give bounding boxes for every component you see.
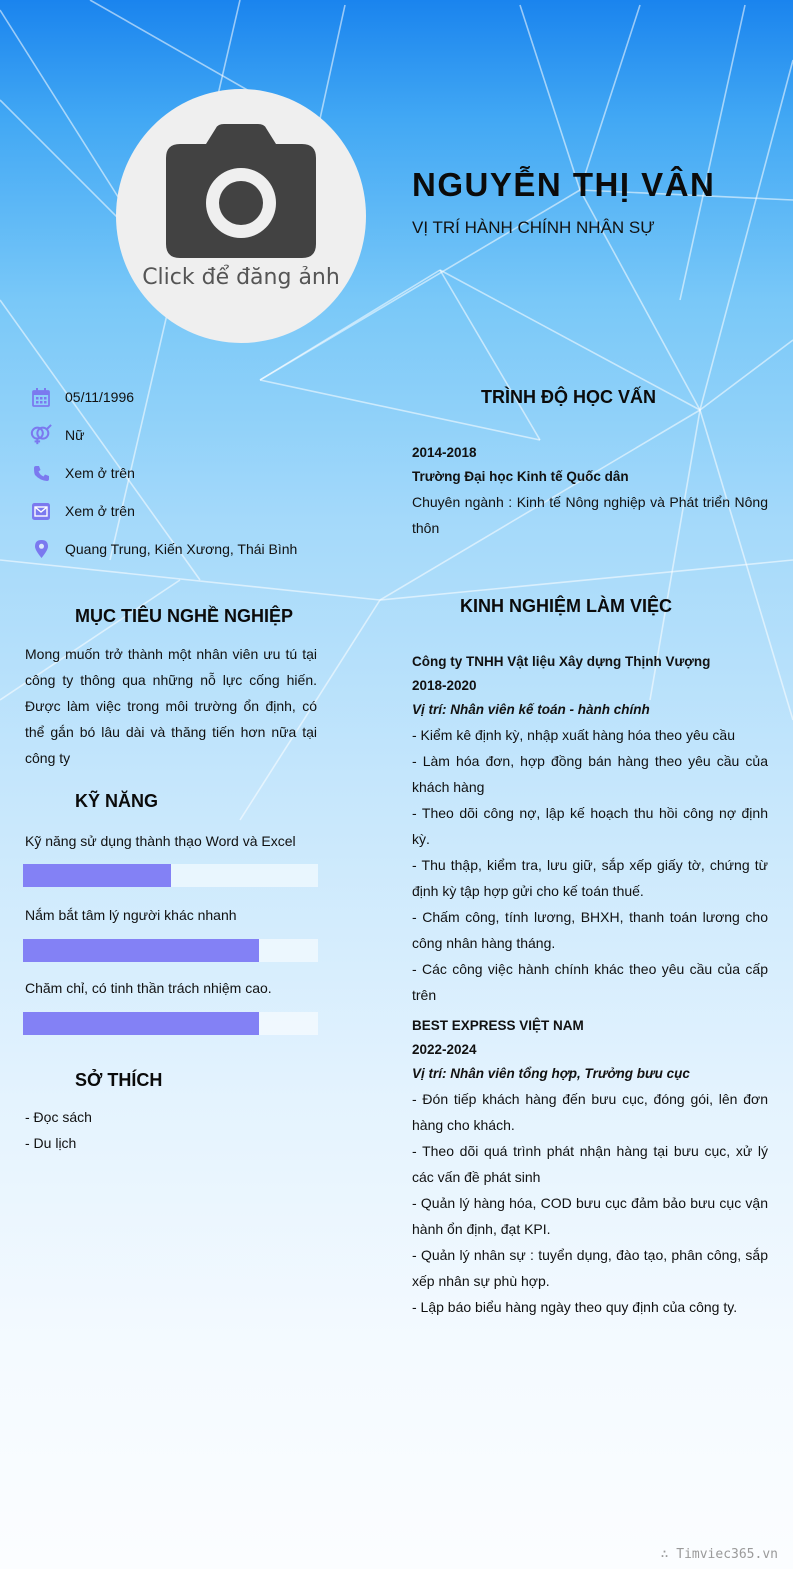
skill-name: Chăm chỉ, có tinh thần trách nhiệm cao. xyxy=(25,980,272,996)
education-school: Trường Đại học Kinh tế Quốc dân xyxy=(412,469,629,484)
education-title: TRÌNH ĐỘ HỌC VẤN xyxy=(481,387,656,407)
desired-position: VỊ TRÍ HÀNH CHÍNH NHÂN SỰ xyxy=(412,218,655,237)
job-duty: - Kiểm kê định kỳ, nhập xuất hàng hóa theo yêu cầu xyxy=(412,727,735,743)
hobby-list xyxy=(25,1104,317,1156)
job-duty: - Theo dõi công nợ, lập kế hoạch thu hồi công nợ định kỳ. xyxy=(412,805,768,847)
contact-phone xyxy=(30,461,135,485)
skill-bar xyxy=(23,939,318,962)
job-duty: - Thu thập, kiểm tra, lưu giữ, sắp xếp giấy tờ, chứng từ định kỳ tập hợp gửi cho kế toán thuế. xyxy=(412,857,768,899)
hobbies-title: SỞ THÍCH xyxy=(75,1070,163,1090)
job-duty: - Chấm công, tính lương, BHXH, thanh toán lương cho công nhân hàng tháng. xyxy=(412,909,768,951)
skills-title: KỸ NĂNG xyxy=(75,791,159,811)
experience-title: KINH NGHIỆM LÀM VIỆC xyxy=(460,596,673,616)
camera-icon xyxy=(164,124,318,260)
phone-value: Xem ở trên xyxy=(65,465,135,481)
objective-title: MỤC TIÊU NGHỀ NGHIỆP xyxy=(75,606,294,626)
email-value: Xem ở trên xyxy=(65,503,135,519)
job-entry xyxy=(412,650,768,1008)
skill-name: Kỹ năng sử dụng thành thạo Word và Excel xyxy=(25,833,296,849)
skill-bar-fill xyxy=(23,1012,259,1035)
phone-icon xyxy=(30,462,52,484)
job-duty: - Đón tiếp khách hàng đến bưu cục, đóng gói, lên đơn hàng cho khách. xyxy=(412,1091,768,1133)
avatar-upload[interactable] xyxy=(116,89,366,343)
gender-value: Nữ xyxy=(65,427,85,443)
birthday-value: 05/11/1996 xyxy=(65,389,135,405)
hobby-item: - Du lịch xyxy=(25,1135,77,1151)
job-company: Công ty TNHH Vật liệu Xây dựng Thịnh Vượng xyxy=(412,654,711,669)
job-company: BEST EXPRESS VIỆT NAM xyxy=(412,1018,584,1033)
address-value: Quang Trung, Kiến Xương, Thái Bình xyxy=(65,541,298,557)
job-duty: - Theo dõi quá trình phát nhận hàng tại bưu cục, xử lý các vấn đề phát sinh xyxy=(412,1143,768,1185)
job-duty: - Quản lý nhân sự : tuyển dụng, đào tạo, phân công, sắp xếp nhân sự phù hợp. xyxy=(412,1247,768,1289)
job-duty: - Làm hóa đơn, hợp đồng bán hàng theo yêu cầu của khách hàng xyxy=(412,753,768,795)
skill-bar xyxy=(23,1012,318,1035)
gender-icon xyxy=(30,424,52,446)
job-period: 2018-2020 xyxy=(412,678,477,693)
watermark: ∴ Timviec365.vn xyxy=(660,1547,778,1562)
education-major: Chuyên ngành : Kinh tế Nông nghiệp và Phát triển Nông thôn xyxy=(412,494,768,536)
skill-bar-fill xyxy=(23,939,259,962)
contact-email xyxy=(30,499,135,523)
mail-icon xyxy=(30,500,52,522)
education-entry xyxy=(412,441,768,541)
skill-bar xyxy=(23,864,318,887)
job-period: 2022-2024 xyxy=(412,1042,477,1057)
contact-birthday xyxy=(30,385,134,409)
objective-text: Mong muốn trở thành một nhân viên ưu tú tại công ty thông qua những nỗ lực cống hiến. Được làm việc trong môi trường ổn định, có thể gắn bó lâu dài và thăng tiến hơn nữa tại công ty xyxy=(25,646,317,766)
hobby-item: - Đọc sách xyxy=(25,1109,92,1125)
skill-bar-fill xyxy=(23,864,171,887)
job-role: Vị trí: Nhân viên tổng hợp, Trưởng bưu cục xyxy=(412,1066,690,1081)
location-pin-icon xyxy=(30,538,52,560)
job-duty: - Quản lý hàng hóa, COD bưu cục đảm bảo bưu cục vận hành ổn định, đạt KPI. xyxy=(412,1195,768,1237)
job-role: Vị trí: Nhân viên kế toán - hành chính xyxy=(412,702,650,717)
job-duty: - Lập báo biểu hàng ngày theo quy định của công ty. xyxy=(412,1299,738,1315)
job-duty: - Các công việc hành chính khác theo yêu cầu của cấp trên xyxy=(412,961,768,1003)
skill-name: Nắm bắt tâm lý người khác nhanh xyxy=(25,907,237,923)
job-entry xyxy=(412,1014,768,1320)
photo-upload-label[interactable]: Click để đăng ảnh xyxy=(142,265,340,290)
education-period: 2014-2018 xyxy=(412,445,477,460)
candidate-name: NGUYỄN THỊ VÂN xyxy=(412,166,716,203)
contact-gender xyxy=(30,423,84,447)
contact-address xyxy=(30,537,297,561)
calendar-icon xyxy=(30,386,52,408)
